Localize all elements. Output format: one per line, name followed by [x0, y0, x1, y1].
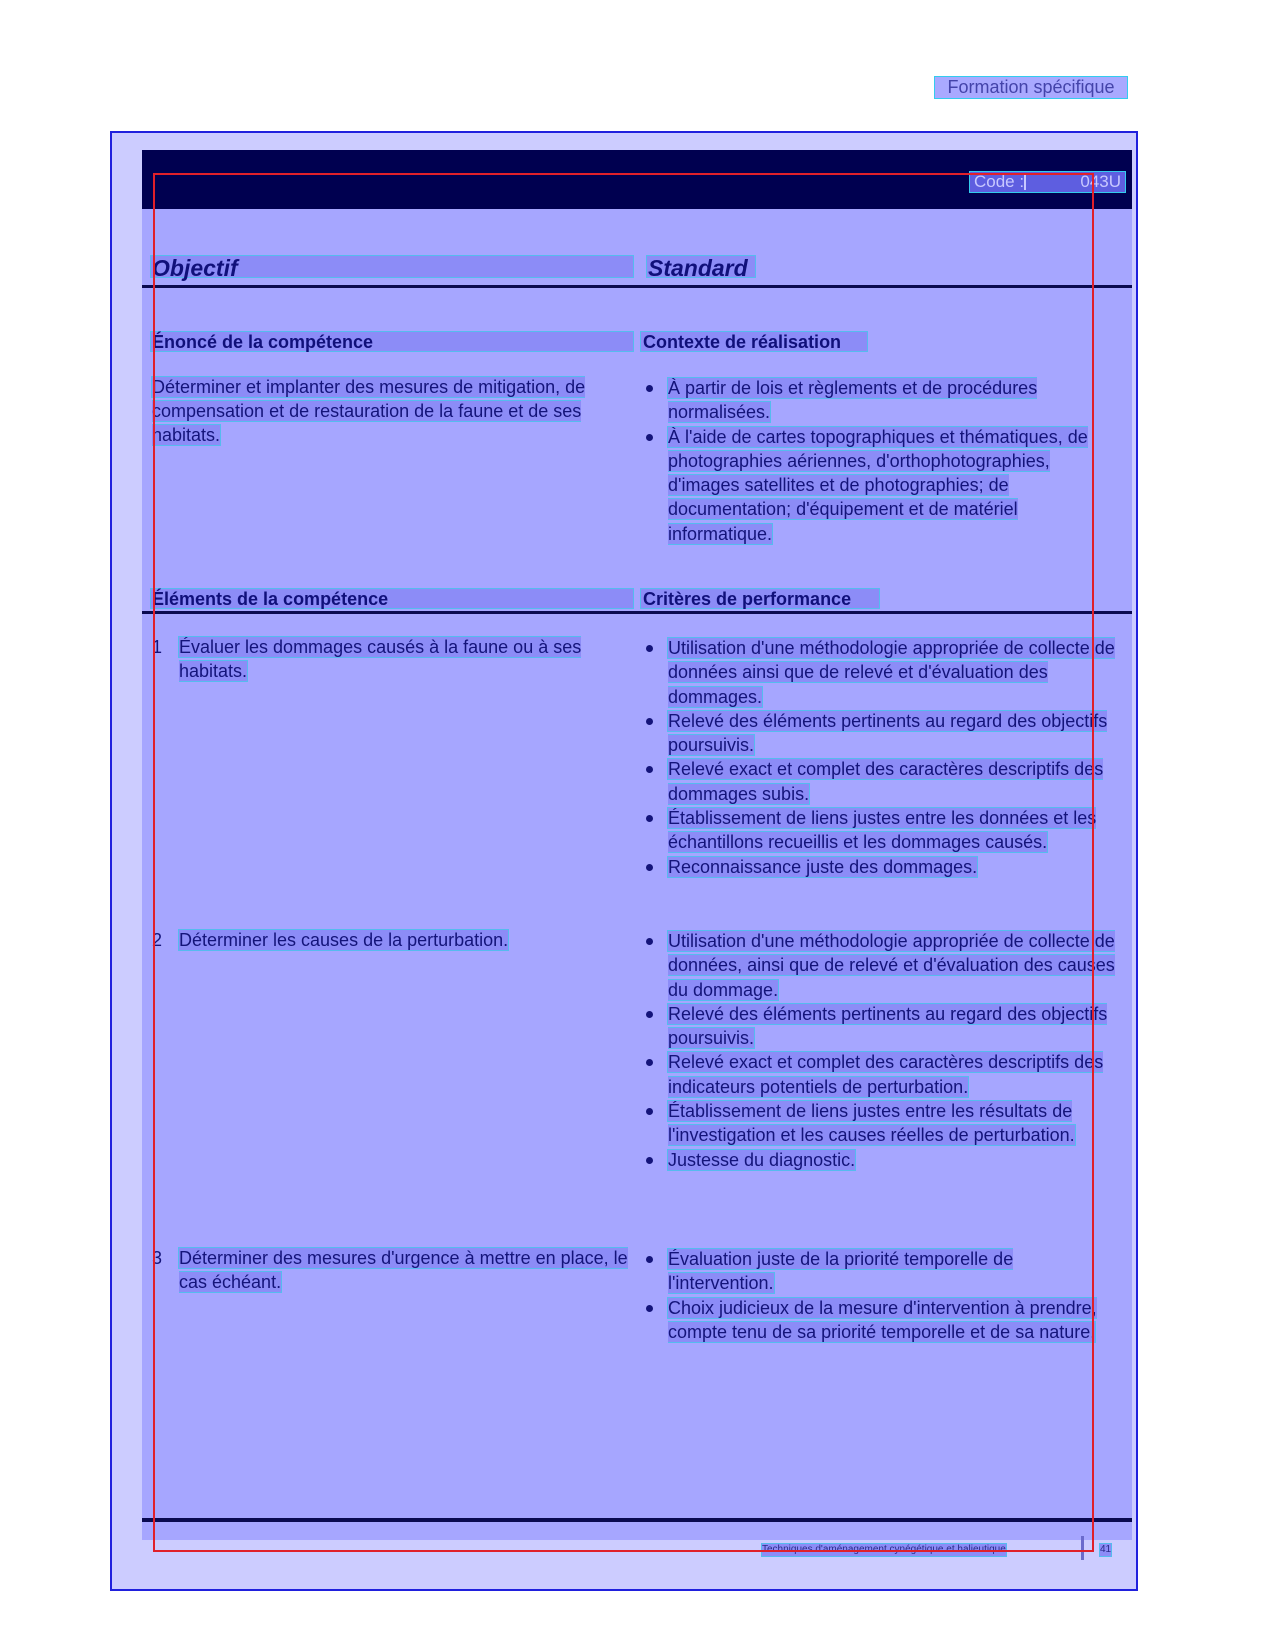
element-text: Déterminer des mesures d'urgence à mettre en place, le cas échéant.: [179, 1248, 628, 1292]
code-label: Code :: [974, 172, 1025, 191]
criteria-item: Relevé des éléments pertinents au regard des objectifs poursuivis.: [644, 709, 1122, 758]
contexte-item: À partir de lois et règlements et de procédures normalisées.: [644, 376, 1122, 425]
criteria-list: [644, 636, 1122, 879]
element-number: 3: [152, 1248, 163, 1268]
code-value: 043U: [1080, 172, 1121, 191]
criteria-item: Relevé exact et complet des caractères descriptifs des dommages subis.: [644, 757, 1122, 806]
criteria-item: Choix judicieux de la mesure d'intervention à prendre, compte tenu de sa priorité temporelle et de sa nature.: [644, 1296, 1122, 1345]
contexte-heading: Contexte de réalisation: [643, 332, 842, 352]
elements-rule: [142, 611, 1132, 614]
criteria-item: Utilisation d'une méthodologie appropriée de collecte de données ainsi que de relevé et d'évaluation des dommages.: [644, 636, 1122, 709]
criteria-item: Utilisation d'une méthodologie appropriée de collecte de données, ainsi que de relevé et d'évaluation des causes du dommage.: [644, 929, 1122, 1002]
page-header-label: Formation spécifique: [934, 76, 1128, 99]
standard-heading: Standard: [648, 255, 748, 281]
element-number: 2: [152, 930, 163, 950]
competence-text: Déterminer et implanter des mesures de mitigation, de compensation et de restauration de la faune et de ses habitats.: [152, 377, 586, 445]
elements-heading: Éléments de la compétence: [152, 589, 389, 609]
footer-program: Techniques d'aménagement cynégétique et halieutique: [762, 1544, 1006, 1555]
criteria-item: Relevé exact et complet des caractères descriptifs des indicateurs potentiels de perturbation.: [644, 1050, 1122, 1099]
element-item: [152, 928, 630, 952]
element-item: [152, 635, 630, 683]
competence-statement: [152, 375, 630, 447]
footer-divider: [1081, 1536, 1084, 1560]
header-rule: [142, 285, 1132, 288]
criteres-heading: Critères de performance: [643, 589, 852, 609]
footer-rule: [142, 1518, 1132, 1522]
code-box: [969, 171, 1126, 193]
element-item: [152, 1246, 630, 1294]
element-text: Déterminer les causes de la perturbation.: [179, 930, 509, 950]
enonce-heading: Énoncé de la compétence: [152, 332, 374, 352]
element-number: 1: [152, 637, 163, 657]
criteria-list: [644, 929, 1122, 1172]
contexte-item: À l'aide de cartes topographiques et thématiques, de photographies aériennes, d'orthophotographies, d'images satellites et de photographies; de documentation; d'équipement et de matériel informatique.: [644, 425, 1122, 546]
criteria-item: Évaluation juste de la priorité temporelle de l'intervention.: [644, 1247, 1122, 1296]
code-separator: [1024, 174, 1026, 190]
objectif-heading: Objectif: [152, 255, 238, 281]
criteria-item: Établissement de liens justes entre les résultats de l'investigation et les causes réelles de perturbation.: [644, 1099, 1122, 1148]
criteria-list: [644, 1247, 1122, 1344]
criteria-item: Justesse du diagnostic.: [644, 1148, 1122, 1172]
criteria-item: Relevé des éléments pertinents au regard des objectifs poursuivis.: [644, 1002, 1122, 1051]
element-text: Évaluer les dommages causés à la faune ou à ses habitats.: [179, 637, 582, 681]
page-number: 41: [1100, 1544, 1112, 1555]
criteria-item: Établissement de liens justes entre les données et les échantillons recueillis et les dommages causés.: [644, 806, 1122, 855]
contexte-list: [644, 376, 1122, 546]
criteria-item: Reconnaissance juste des dommages.: [644, 855, 1122, 879]
